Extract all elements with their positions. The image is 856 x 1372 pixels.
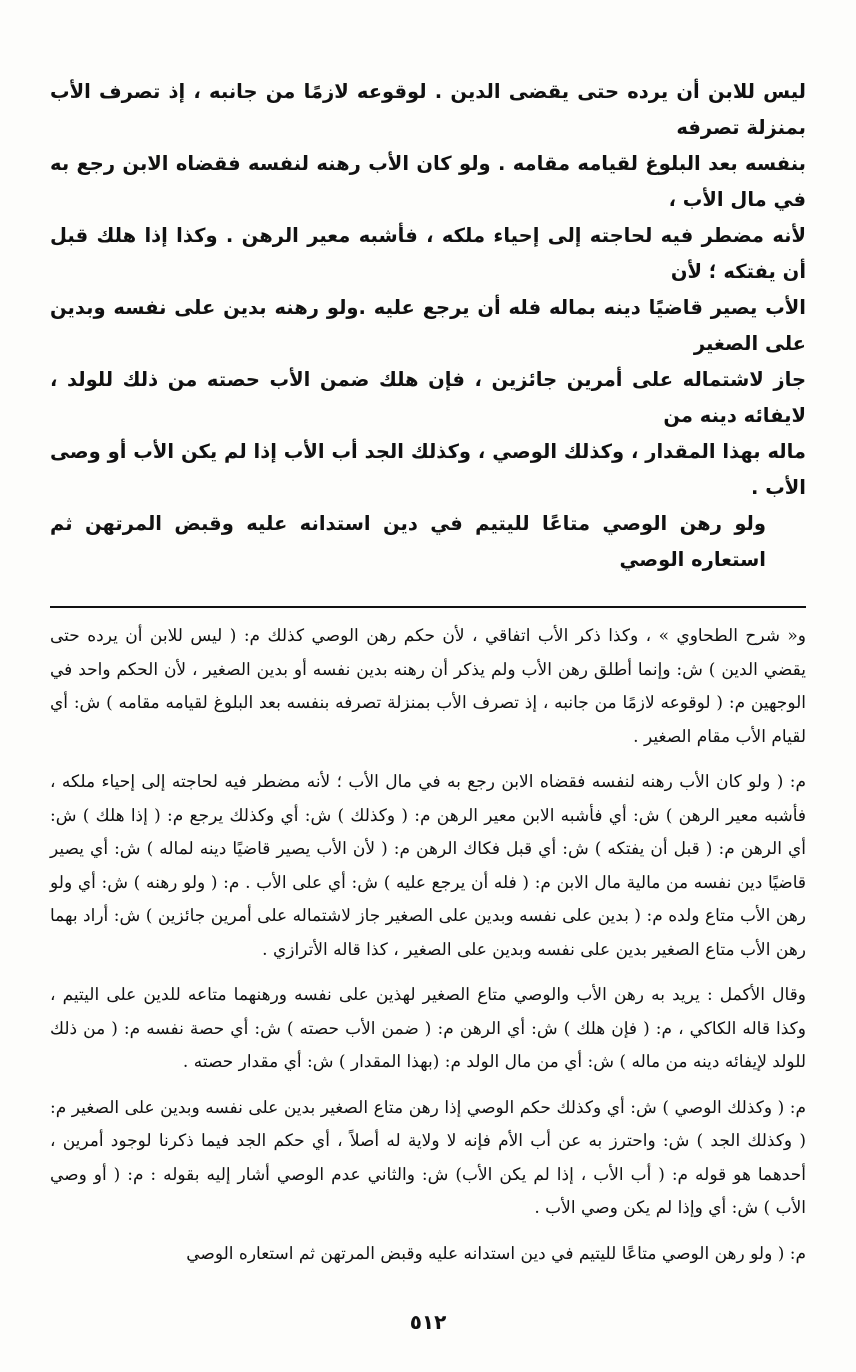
main-text-block (50, 74, 806, 578)
page-number: ٥١٢ (409, 1310, 447, 1334)
commentary-block (50, 620, 806, 1271)
commentary-paragraph: م: ( ولو رهن الوصي متاعًا لليتيم في دين استدانه عليه وقبض المرتهن ثم استعاره الوصي (186, 1243, 806, 1264)
separator-rule (50, 606, 806, 608)
commentary-paragraph: م: ( ولو كان الأب رهنه لنفسه فقضاه الابن رجع به في مال الأب ؛ لأنه مضطر فيه لحاجته إلى إحياء ملكه ، فأشبه معير الرهن ) ش: أي فأشبه الابن معير الرهن م: ( وكذلك ) ش: أي وكذلك يرجع م: ( إذا هلك ) ش: أي الرهن م: ( قبل أن يفتكه ) ش: أي قبل فكاك الرهن م: ( لأن الأب يصير قاضيًا دينه لماله ) ش: أي يصير قاضيًا دين نفسه من مالية مال الابن م: ( فله أن يرجع عليه ) ش: أي على الأب . م: ( ولو رهنه ) ش: أي ولو رهن الأب متاع ولده م: ( بدين على نفسه وبدين على الصغير جاز لاشتماله على أمرين جائزين ) ش: أراد بهما رهن الأب متاع الصغير بدين على نفسه وبدين على الصغير ، كذا قاله الأترازي . (50, 772, 806, 960)
main-text-line: ولو رهن الوصي متاعًا لليتيم في دين استدانه عليه وقبض المرتهن ثم استعاره الوصي (50, 512, 766, 571)
commentary-paragraph: و« شرح الطحاوي » ، وكذا ذكر الأب اتفاقي ، لأن حكم رهن الوصي كذلك م: ( ليس للابن أن يرده حتى يقضي الدين ) ش: وإنما أطلق رهن الأب ولم يذكر أن رهنه بدين نفسه أو بدين الصغير ، لأن الحكم واحد في الوجهين م: ( لوقوعه لازمًا من جانبه ، إذ تصرف الأب بمنزلة تصرفه بنفسه بعد البلوغ لقيامه مقامه ) ش: أي لقيام الأب مقام الصغير . (50, 626, 806, 747)
main-text-line: ليس للابن أن يرده حتى يقضى الدين . لوقوعه لازمًا من جانبه ، إذ تصرف الأب بمنزلة تصرفه (50, 80, 806, 139)
main-text-line: ماله بهذا المقدار ، وكذلك الوصي ، وكذلك الجد أب الأب إذا لم يكن الأب أو وصى الأب . (50, 440, 806, 499)
commentary-paragraph: م: ( وكذلك الوصي ) ش: أي وكذلك حكم الوصي إذا رهن متاع الصغير بدين على نفسه وبدين على الصغير م: ( وكذلك الجد ) ش: واحترز به عن أب الأم فإنه لا ولاية له أصلاً ، أي حكم الجد فيما ذكرنا لوجود أمرين ، أحدهما هو قوله م: ( أب الأب ، إذا لم يكن الأب) ش: والثاني عدم الوصي أشار إليه بقوله : م: ( أو وصي الأب ) ش: أي وإذا لم يكن وصي الأب . (50, 1097, 806, 1218)
commentary-paragraph: وقال الأكمل : يريد به رهن الأب والوصي متاع الصغير لهذين على نفسه ورهنهما متاعه للدين على اليتيم ، وكذا قاله الكاكي ، م: ( فإن هلك ) ش: أي الرهن م: ( ضمن الأب حصته ) ش: أي حصة نفسه م: ( من ذلك للولد لإيفائه دينه من ماله ) ش: أي من مال الولد م: (بهذا المقدار ) ش: أي مقدار حصته . (50, 985, 806, 1072)
main-text-line: لأنه مضطر فيه لحاجته إلى إحياء ملكه ، فأشبه معير الرهن . وكذا إذا هلك قبل أن يفتكه ؛ لأن (50, 224, 806, 283)
main-text-line: جاز لاشتماله على أمرين جائزين ، فإن هلك ضمن الأب حصته من ذلك للولد ، لايفائه دينه من (50, 368, 806, 427)
main-text-line: الأب يصير قاضيًا دينه بماله فله أن يرجع عليه .ولو رهنه بدين على نفسه وبدين على الصغير (50, 296, 806, 355)
main-text-line: بنفسه بعد البلوغ لقيامه مقامه . ولو كان الأب رهنه لنفسه فقضاه الابن رجع به في مال الأب ، (50, 152, 806, 211)
